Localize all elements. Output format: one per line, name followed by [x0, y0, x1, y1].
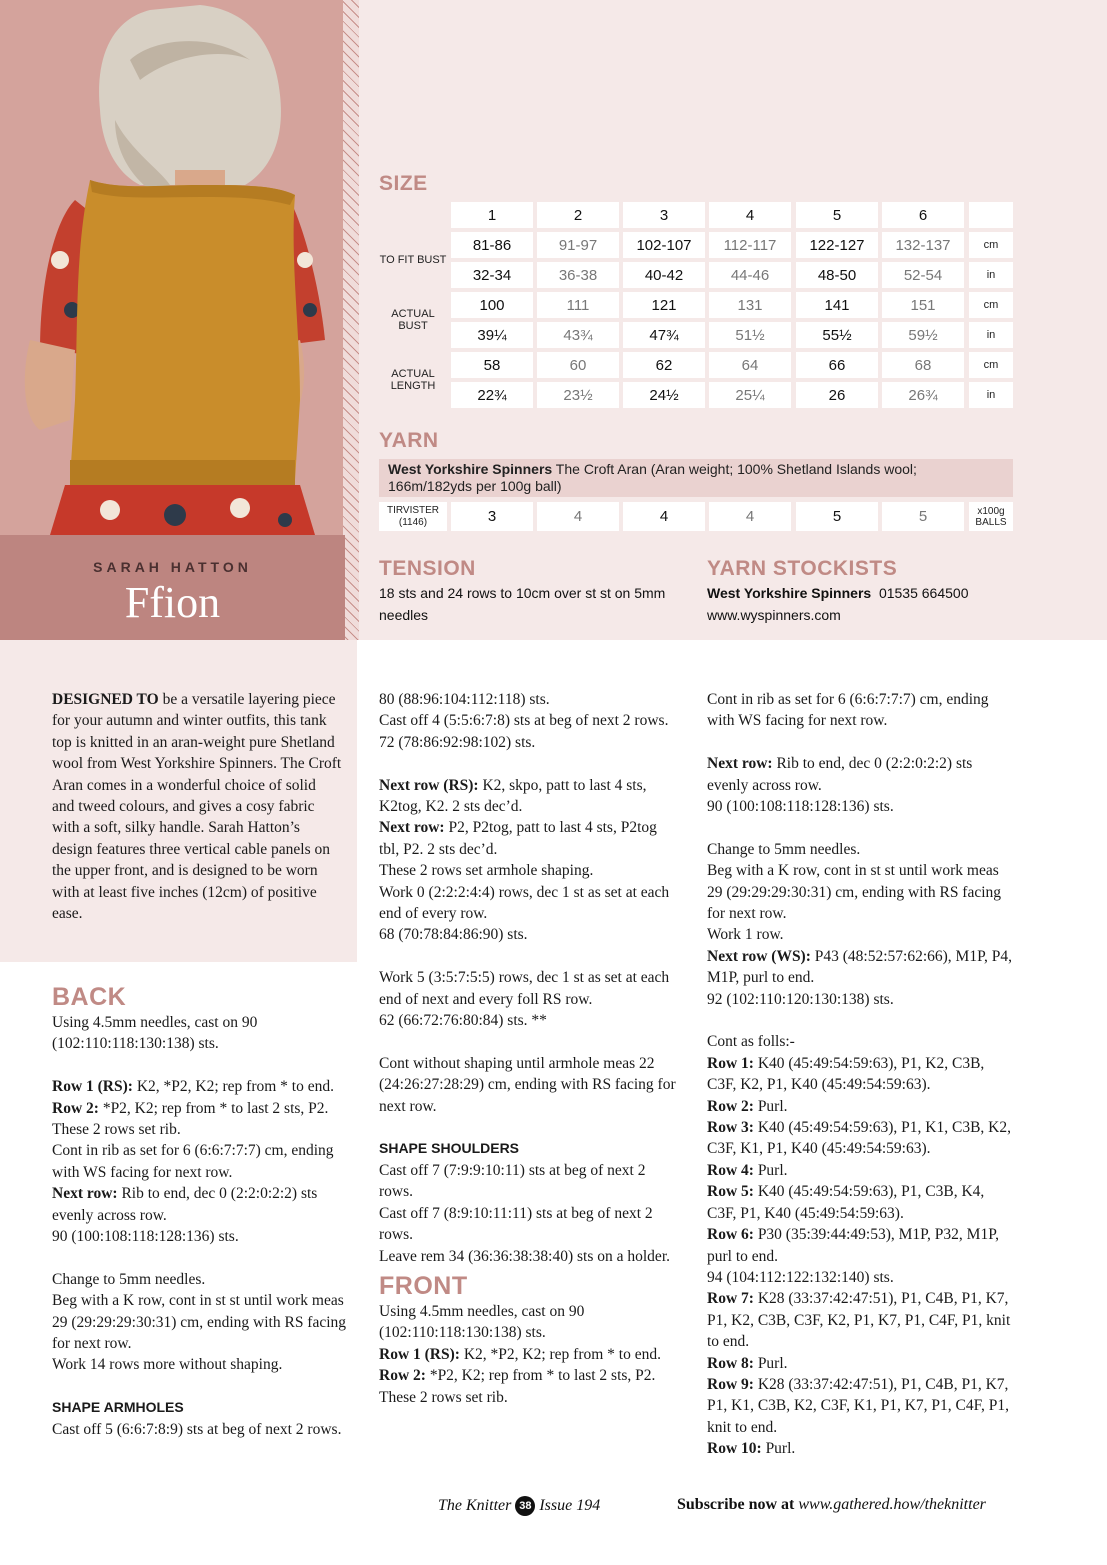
- size-cell: 24½: [623, 382, 705, 408]
- size-unit-cell: in: [969, 382, 1013, 408]
- size-header-blank: [969, 202, 1013, 228]
- size-header-cell: 5: [796, 202, 878, 228]
- right-cont-folls: Cont as folls:-: [707, 1033, 795, 1051]
- size-cell: 39¼: [451, 322, 533, 348]
- right-row8: Row 8: Purl.: [707, 1354, 788, 1372]
- mid-castoff7b: Cast off 7 (8:9:10:11:11) sts at beg of next 2 rows.: [379, 1204, 653, 1244]
- size-header-cell: 4: [709, 202, 791, 228]
- right-row9: Row 9: K28 (33:37:42:47:51), P1, C4B, P1, K7, P1, K1, C3B, K2, C3F, K1, P1, K7, P1, C4F, P1, knit to end.: [707, 1375, 1009, 1436]
- size-cell: 131: [709, 292, 791, 318]
- yarn-details: The Croft Aran (Aran weight; 100% Shetland Islands wool; 166m/182yds per 100g ball): [388, 461, 917, 494]
- front-row2: Row 2: *P2, K2; rep from * to last 2 sts, P2.: [379, 1367, 656, 1385]
- size-cell: 23½: [537, 382, 619, 408]
- front-cast-on: Using 4.5mm needles, cast on 90 (102:110:118:130:138) sts.: [379, 1302, 585, 1342]
- back-row1: Row 1 (RS): K2, *P2, K2; rep from * to end.: [52, 1078, 334, 1096]
- stockist-website[interactable]: www.wyspinners.com: [707, 607, 841, 623]
- stockists-text: [707, 582, 1027, 626]
- right-row7: Row 7: K28 (33:37:42:47:51), P1, C4B, P1, K7, P1, K2, C3B, C3F, K2, P1, K7, P1, C4F, P1, knit to end.: [707, 1290, 1011, 1351]
- size-cell: 32-34: [451, 262, 533, 288]
- page-number: 38: [515, 1496, 535, 1516]
- yarn-quantity-cell: 5: [796, 502, 878, 531]
- size-unit-cell: cm: [969, 292, 1013, 318]
- right-row10: Row 10: Purl.: [707, 1440, 796, 1458]
- right-row1: Row 1: K40 (45:49:54:59:63), P1, K2, C3B, C3F, K2, P1, K40 (45:49:54:59:63).: [707, 1054, 985, 1094]
- yarn-quantity-cell: 4: [709, 502, 791, 531]
- size-cell: 22¾: [451, 382, 533, 408]
- size-cell: 141: [796, 292, 878, 318]
- footer-subscribe: [677, 1496, 986, 1514]
- yarn-quantity-cell: 5: [882, 502, 964, 531]
- magazine-name: The Knitter: [438, 1497, 512, 1514]
- size-unit-cell: in: [969, 322, 1013, 348]
- middle-column: [379, 689, 679, 1408]
- size-cell: 47¾: [623, 322, 705, 348]
- size-header-cell: 6: [882, 202, 964, 228]
- size-unit-cell: cm: [969, 232, 1013, 258]
- size-cell: 112-117: [709, 232, 791, 258]
- right-cont-rib: Cont in rib as set for 6 (6:6:7:7:7) cm, ending with WS facing for next row.: [707, 691, 989, 730]
- subscribe-text: Subscribe now at: [677, 1496, 799, 1513]
- actual-length-label: ACTUAL LENGTH: [390, 368, 436, 392]
- mid-leave: Leave rem 34 (36:36:38:38:40) sts on a holder.: [379, 1247, 670, 1265]
- size-cell: 48-50: [796, 262, 878, 288]
- mid-castoff4: Cast off 4 (5:5:6:7:8) sts at beg of next 2 rows.: [379, 712, 669, 730]
- right-column: [707, 689, 1017, 1460]
- stockists-heading: YARN STOCKISTS: [707, 557, 898, 580]
- size-cell: 36-38: [537, 262, 619, 288]
- size-cell: 68: [882, 352, 964, 378]
- back-castoff5: Cast off 5 (6:6:7:8:9) sts at beg of next 2 rows.: [52, 1420, 342, 1438]
- right-sts92: 92 (102:110:120:130:138) sts.: [707, 990, 894, 1008]
- size-cell: 55½: [796, 322, 878, 348]
- stockist-phone: 01535 664500: [878, 585, 969, 601]
- size-cell: 25¼: [709, 382, 791, 408]
- size-cell: 44-46: [709, 262, 791, 288]
- yarn-quantity-cell: 3: [451, 502, 533, 531]
- size-cell: 151: [882, 292, 964, 318]
- size-cell: 132-137: [882, 232, 964, 258]
- front-rib-set: These 2 rows set rib.: [379, 1388, 508, 1406]
- mid-castoff7a: Cast off 7 (7:9:9:10:11) sts at beg of next 2 rows.: [379, 1161, 646, 1201]
- issue-number: Issue 194: [539, 1497, 601, 1514]
- size-cell: 40-42: [623, 262, 705, 288]
- front-heading: FRONT: [379, 1271, 468, 1300]
- back-sts: 90 (100:108:118:128:136) sts.: [52, 1228, 239, 1246]
- yarn-heading: YARN: [379, 429, 439, 452]
- right-sts94: 94 (104:112:122:132:140) sts.: [707, 1268, 894, 1286]
- back-beg: Beg with a K row, cont in st st until work meas 29 (29:29:29:30:31) cm, ending with RS facing for next row.: [52, 1292, 347, 1353]
- mid-work0: Work 0 (2:2:2:4:4) rows, dec 1 st as set at each end of every row.: [379, 883, 670, 923]
- shape-shoulders-heading: SHAPE SHOULDERS: [379, 1140, 520, 1157]
- size-unit-cell: cm: [969, 352, 1013, 378]
- size-cell: 81-86: [451, 232, 533, 258]
- mid-sts62: 62 (66:72:76:80:84) sts. **: [379, 1012, 547, 1030]
- yarn-description: [379, 459, 1013, 497]
- size-cell: 26¾: [882, 382, 964, 408]
- subscribe-url[interactable]: www.gathered.how/theknitter: [798, 1496, 986, 1513]
- title-box: [0, 535, 345, 640]
- mid-next-row: Next row: P2, P2tog, patt to last 4 sts, P2tog tbl, P2. 2 sts dec’d.: [379, 819, 657, 858]
- mid-sts72: 72 (78:86:92:98:102) sts.: [379, 733, 536, 751]
- right-row6: Row 6: P30 (35:39:44:49:53), M1P, P32, M1P, purl to end.: [707, 1226, 999, 1265]
- back-column: [52, 982, 357, 1440]
- shape-armholes-heading: SHAPE ARMHOLES: [52, 1399, 184, 1416]
- back-change-needles: Change to 5mm needles.: [52, 1270, 206, 1288]
- size-cell: 66: [796, 352, 878, 378]
- right-row5: Row 5: K40 (45:49:54:59:63), P1, C3B, K4, C3F, P1, K40 (45:49:54:59:63).: [707, 1183, 985, 1222]
- back-heading: BACK: [52, 983, 127, 1011]
- size-cell: 100: [451, 292, 533, 318]
- mid-cont-without: Cont without shaping until armhole meas 22 (24:26:27:28:29) cm, ending with RS facing for next row.: [379, 1054, 676, 1115]
- right-row4: Row 4: Purl.: [707, 1161, 788, 1179]
- right-work1: Work 1 row.: [707, 926, 784, 944]
- size-cell: 26: [796, 382, 878, 408]
- size-header-cell: 1: [451, 202, 533, 228]
- size-cell: 51½: [709, 322, 791, 348]
- size-cell: 102-107: [623, 232, 705, 258]
- right-beg: Beg with a K row, cont in st st until work meas 29 (29:29:29:30:31) cm, ending with RS facing for next row.: [707, 862, 1002, 923]
- intro-lead: DESIGNED TO: [52, 691, 159, 708]
- back-cont-rib: Cont in rib as set for 6 (6:6:7:7:7) cm, ending with WS facing for next row.: [52, 1142, 334, 1181]
- mid-set-armhole: These 2 rows set armhole shaping.: [379, 862, 594, 880]
- size-cell: 91-97: [537, 232, 619, 258]
- size-cell: 43¾: [537, 322, 619, 348]
- size-cell: 59½: [882, 322, 964, 348]
- designer-name: SARAH HATTON: [93, 559, 252, 575]
- right-next-row: Next row: Rib to end, dec 0 (2:2:0:2:2) sts evenly across row.: [707, 755, 973, 794]
- yarn-unit-cell: x100g BALLS: [969, 502, 1013, 531]
- mid-sts68: 68 (70:78:84:86:90) sts.: [379, 926, 528, 944]
- intro-body: be a versatile layering piece for your autumn and winter outfits, this tank top is knitted in an aran-weight pure Shetland wool from West Yorkshire Spinners. The Croft Aran comes in a wonderful choice of solid and tweed colours, and gives a cosy fabric with a soft, silky handle. Sarah Hatton’s design features three vertical cable panels on the upper front, and is designed to be worn with at least five inches (12cm) of positive ease.: [52, 691, 342, 923]
- size-cell: 52-54: [882, 262, 964, 288]
- zigzag-divider: [343, 0, 359, 640]
- size-header-cell: 2: [537, 202, 619, 228]
- yarn-brand: West Yorkshire Spinners: [388, 461, 553, 477]
- mid-work5: Work 5 (3:5:7:5:5) rows, dec 1 st as set at each end of next and every foll RS row.: [379, 969, 670, 1008]
- size-heading: SIZE: [379, 172, 428, 195]
- right-sts90: 90 (100:108:118:128:136) sts.: [707, 798, 894, 816]
- actual-bust-label: ACTUAL BUST: [391, 308, 435, 332]
- tension-heading: TENSION: [379, 557, 476, 580]
- size-unit-cell: in: [969, 262, 1013, 288]
- size-cell: 62: [623, 352, 705, 378]
- mid-sts80: 80 (88:96:104:112:118) sts.: [379, 691, 550, 708]
- right-next-row-ws: Next row (WS): P43 (48:52:57:62:66), M1P, P4, M1P, purl to end.: [707, 947, 1012, 987]
- intro-text: [52, 689, 342, 924]
- yarn-quantity-cell: 4: [537, 502, 619, 531]
- header-panel: [357, 0, 1107, 640]
- back-rib-set: These 2 rows set rib.: [52, 1121, 181, 1139]
- yarn-quantity-cell: 4: [623, 502, 705, 531]
- size-cell: 122-127: [796, 232, 878, 258]
- pattern-name: Ffion: [124, 578, 221, 627]
- front-row1: Row 1 (RS): K2, *P2, K2; rep from * to end.: [379, 1345, 661, 1363]
- to-fit-bust-label: TO FIT BUST: [379, 254, 447, 266]
- yarn-shade-label: TIRVISTER (1146): [379, 502, 447, 531]
- stockist-name: West Yorkshire Spinners: [707, 585, 872, 601]
- footer-magazine: [438, 1496, 600, 1516]
- tension-text: 18 sts and 24 rows to 10cm over st st on 5mm needles: [379, 585, 666, 623]
- size-cell: 111: [537, 292, 619, 318]
- size-cell: 64: [709, 352, 791, 378]
- back-next-row: Next row: Rib to end, dec 0 (2:2:0:2:2) sts evenly across row.: [52, 1185, 318, 1224]
- right-change: Change to 5mm needles.: [707, 840, 861, 858]
- right-row3: Row 3: K40 (45:49:54:59:63), P1, K1, C3B, K2, C3F, K1, P1, K40 (45:49:54:59:63).: [707, 1119, 1011, 1158]
- back-row2: Row 2: *P2, K2; rep from * to last 2 sts, P2.: [52, 1099, 329, 1117]
- right-row2: Row 2: Purl.: [707, 1097, 788, 1115]
- size-cell: 121: [623, 292, 705, 318]
- model-photo: [0, 0, 345, 535]
- size-cell: 60: [537, 352, 619, 378]
- size-header-cell: 3: [623, 202, 705, 228]
- mid-next-row-rs: Next row (RS): K2, skpo, patt to last 4 sts, K2tog, K2. 2 sts dec’d.: [379, 776, 647, 816]
- back-cast-on: Using 4.5mm needles, cast on 90 (102:110:118:130:138) sts.: [52, 1014, 258, 1053]
- size-cell: 58: [451, 352, 533, 378]
- back-work14: Work 14 rows more without shaping.: [52, 1356, 283, 1374]
